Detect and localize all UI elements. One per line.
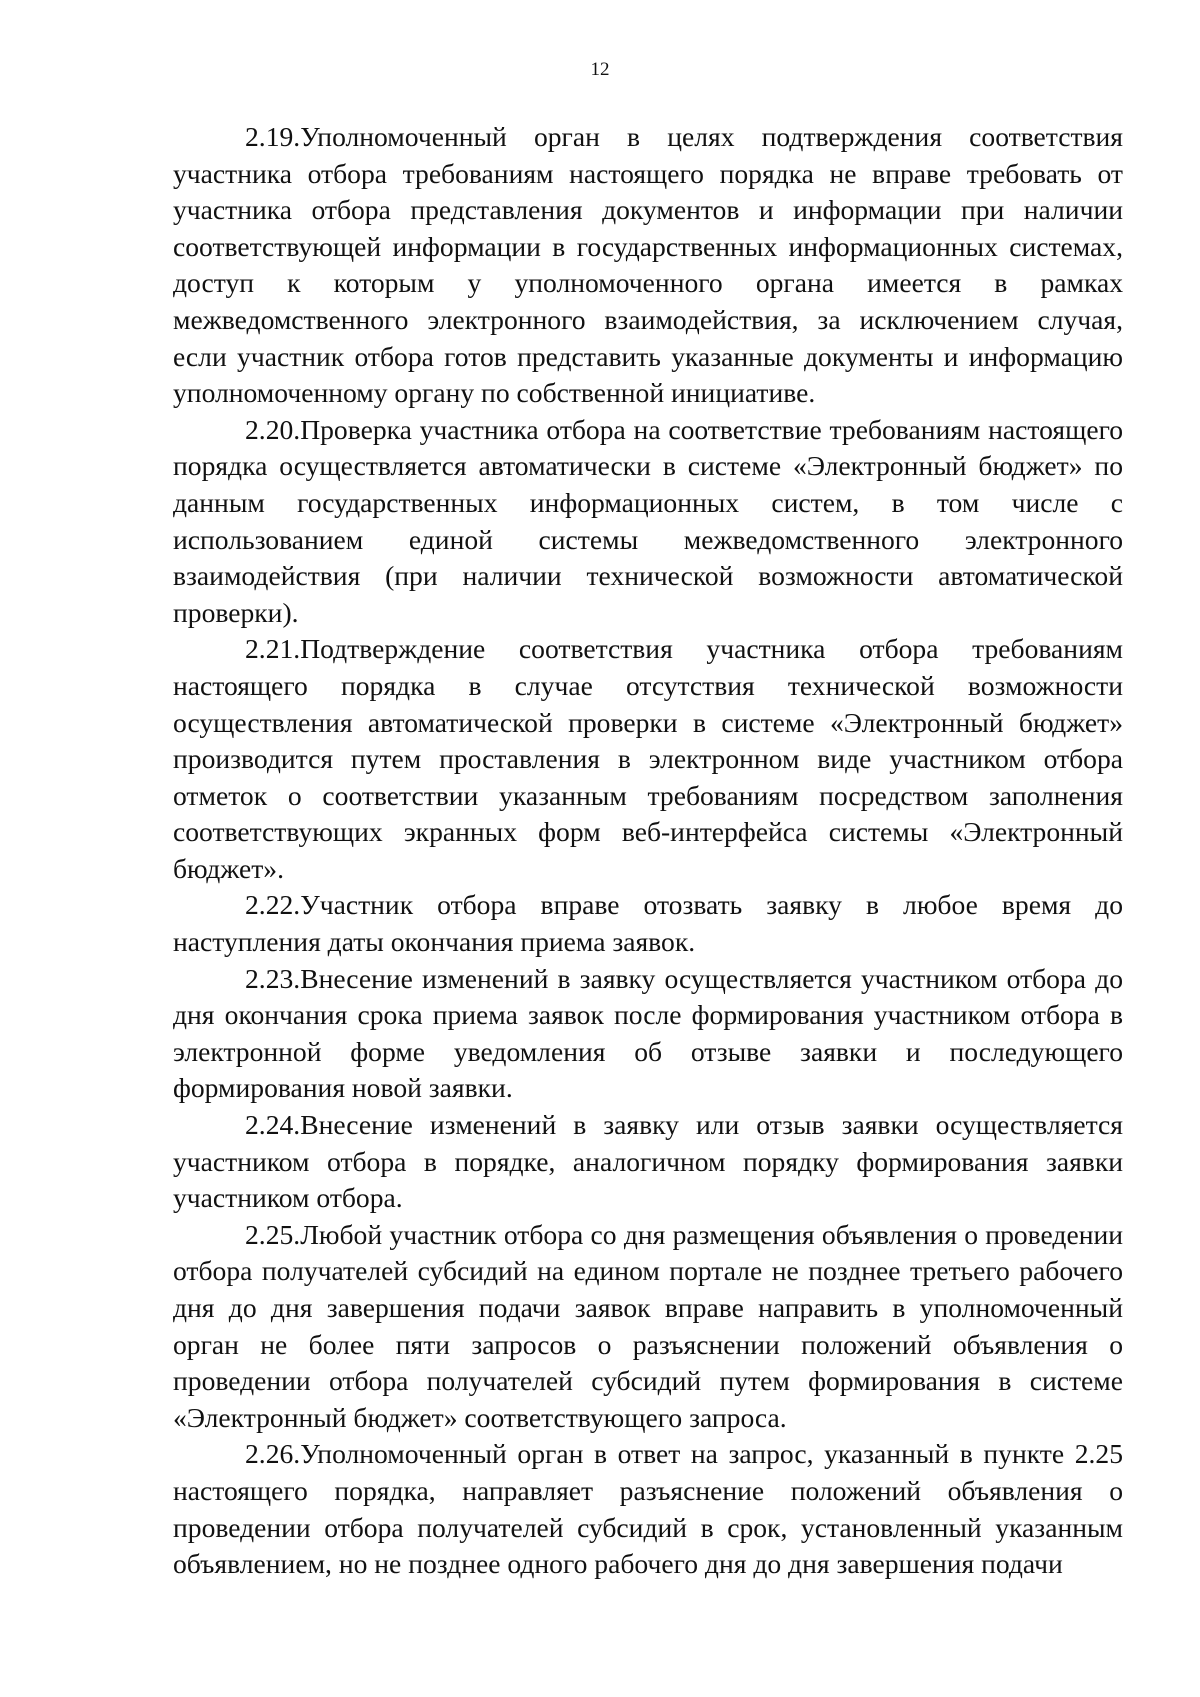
paragraph-text: Внесение изменений в заявку осуществляется участником отбора до дня окончания срока приема заявок после формирования участником отбора в электронной форме уведомления об отзыве заявки и последующего формирования новой заявки. <box>173 962 1123 1104</box>
paragraph-number: 2.24. <box>245 1109 301 1141</box>
paragraph-text: Уполномоченный орган в целях подтверждения соответствия участника отбора требованиям настоящего порядка не вправе требовать от участника отбора представления документов и информации при наличии соответствующей информации в государственных информационных системах, доступ к которым у уполномоченного органа имеется в рамках межведомственного электронного взаимодействия, за исключением случая, если участник отбора готов представить указанные документы и информацию уполномоченному органу по собственной инициативе. <box>173 121 1123 409</box>
paragraph-text: Проверка участника отбора на соответствие требованиям настоящего порядка осуществляется автоматически в системе «Электронный бюджет» по данным государственных информационных систем, в том числе с использованием единой системы межведомственного электронного взаимодействия (при наличии технической возможности автоматической проверки). <box>173 413 1123 628</box>
paragraph-number: 2.22. <box>245 889 301 921</box>
paragraph-2-19 <box>173 119 1123 412</box>
paragraph-2-24 <box>173 1107 1123 1217</box>
paragraph-2-22 <box>173 887 1123 960</box>
paragraph-text: Участник отбора вправе отозвать заявку в любое время до наступления даты окончания приема заявок. <box>173 889 1123 958</box>
paragraph-text: Любой участник отбора со дня размещения объявления о проведении отбора получателей субсидий на едином портале не позднее третьего рабочего дня до дня завершения подачи заявок вправе направить в уполномоченный орган не более пяти запросов о разъяснении положений объявления о проведении отбора получателей субсидий путем формирования в системе «Электронный бюджет» соответствующего запроса. <box>173 1218 1123 1433</box>
paragraph-number: 2.21. <box>245 633 301 665</box>
paragraph-text: Уполномоченный орган в ответ на запрос, указанный в пункте 2.25 настоящего порядка, направляет разъяснение положений объявления о проведении отбора получателей субсидий в срок, установленный указанным объявлением, но не позднее одного рабочего дня до дня завершения подачи <box>173 1438 1123 1580</box>
paragraph-number: 2.19. <box>245 121 301 152</box>
paragraph-2-21 <box>173 631 1123 887</box>
paragraph-2-25 <box>173 1217 1123 1437</box>
paragraph-number: 2.23. <box>245 962 301 994</box>
paragraph-number: 2.20. <box>245 413 301 445</box>
paragraph-2-20 <box>173 412 1123 632</box>
page-number: 12 <box>590 59 610 80</box>
paragraph-number: 2.25. <box>245 1218 301 1250</box>
paragraph-text: Подтверждение соответствия участника отбора требованиям настоящего порядка в случае отсутствия технической возможности осуществления автоматической проверки в системе «Электронный бюджет» производится путем проставления в электронном виде участником отбора отметок о соответствии указанным требованиям посредством заполнения соответствующих экранных форм веб-интерфейса системы «Электронный бюджет». <box>173 633 1123 884</box>
paragraph-2-26 <box>173 1436 1123 1582</box>
paragraph-2-23 <box>173 961 1123 1107</box>
paragraph-number: 2.26. <box>245 1438 301 1470</box>
paragraph-text: Внесение изменений в заявку или отзыв заявки осуществляется участником отбора в порядке, аналогичном порядку формирования заявки участником отбора. <box>173 1109 1123 1214</box>
document-body <box>173 119 1123 1583</box>
